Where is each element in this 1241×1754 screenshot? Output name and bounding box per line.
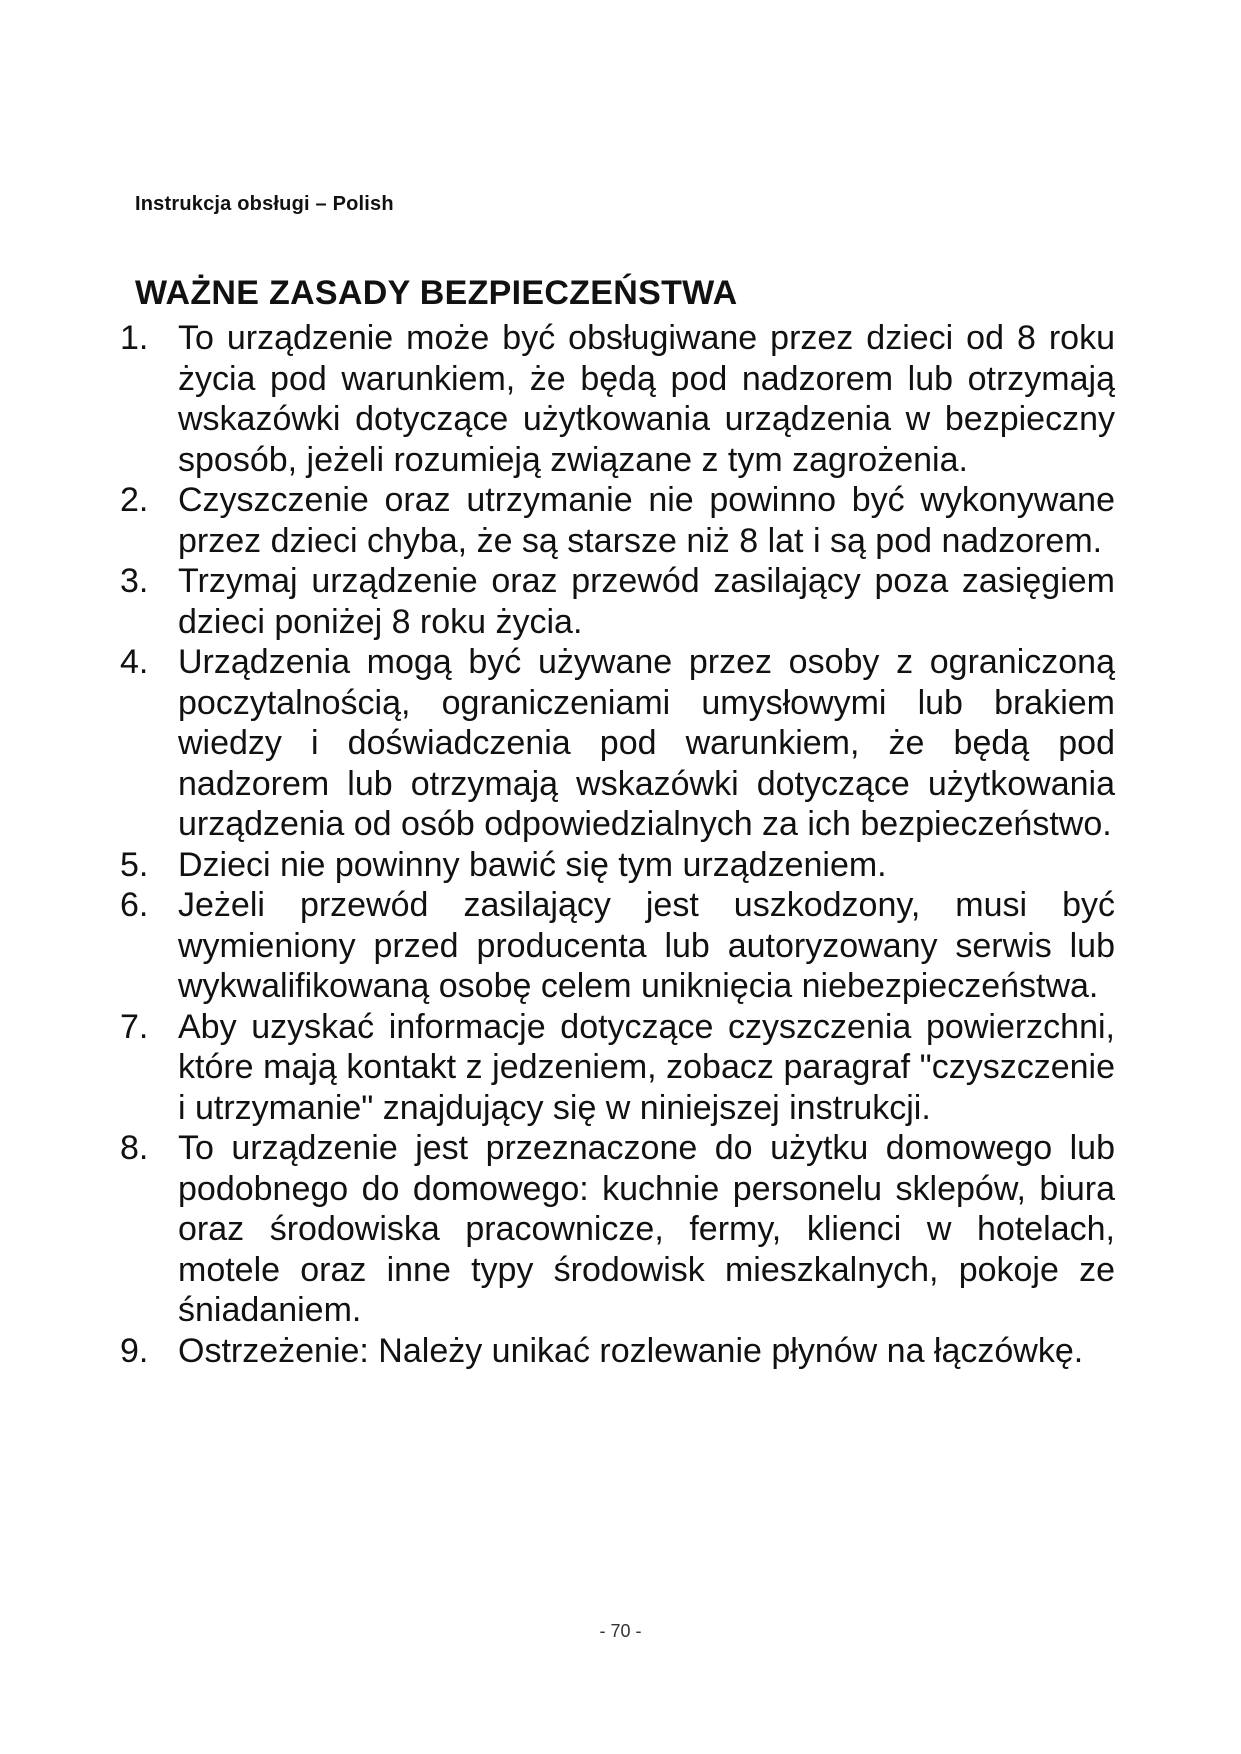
list-item	[110, 845, 1115, 886]
item-text: Czyszczenie oraz utrzymanie nie powinno być wykonywane przez dzieci chyba, że są starsze niż 8 lat i są pod nadzorem.	[178, 481, 1115, 560]
list-item	[110, 885, 1115, 1007]
list-item	[110, 1331, 1115, 1372]
item-text: Dzieci nie powinny bawić się tym urządzeniem.	[178, 845, 887, 884]
list-item	[110, 1128, 1115, 1331]
item-number: 8.	[120, 1129, 149, 1167]
page-number: - 70 -	[599, 1621, 642, 1641]
item-text: To urządzenie jest przeznaczone do użytku domowego lub podobnego do domowego: kuchnie personelu sklepów, biura oraz środowiska pracownicze, fermy, klienci w hotelach, motele oraz inne typy środowisk mieszkalnych, pokoje ze śniadaniem.	[178, 1129, 1115, 1329]
item-text: Trzymaj urządzenie oraz przewód zasilający poza zasięgiem dzieci poniżej 8 roku życia.	[178, 562, 1115, 641]
item-number: 5.	[120, 845, 149, 884]
item-text: Ostrzeżenie: Należy unikać rozlewanie płynów na łączówkę.	[178, 1331, 1084, 1370]
item-text: Aby uzyskać informacje dotyczące czyszczenia powierzchni, które mają kontakt z jedzeniem, zobacz paragraf "czyszczenie i utrzymanie" znajdujący się w niniejszej instrukcji.	[178, 1007, 1115, 1127]
item-text: Jeżeli przewód zasilający jest uszkodzony, musi być wymieniony przed producenta lub autoryzowany serwis lub wykwalifikowaną osobę celem uniknięcia niebezpieczeństwa.	[178, 886, 1115, 1005]
safety-rules-list	[110, 318, 1115, 1371]
item-number: 7.	[120, 1007, 149, 1046]
item-number: 6.	[120, 886, 149, 924]
item-text: To urządzenie może być obsługiwane przez dzieci od 8 roku życia pod warunkiem, że będą pod nadzorem lub otrzymają wskazówki dotyczące użytkowania urządzenia w bezpieczny sposób, jeżeli rozumieją związane z tym zagrożenia.	[178, 319, 1115, 479]
list-item	[110, 561, 1115, 642]
section-title: WAŻNE ZASADY BEZPIECZEŃSTWA	[135, 274, 738, 312]
item-number: 3.	[120, 562, 149, 600]
item-text: Urządzenia mogą być używane przez osoby z ograniczoną poczytalnością, ograniczeniami umysłowymi lub brakiem wiedzy i doświadczenia pod warunkiem, że będą pod nadzorem lub otrzymają wskazówki dotyczące użytkowania urządzenia od osób odpowiedzialnych za ich bezpieczeństwo.	[178, 643, 1115, 843]
item-number: 2.	[120, 481, 149, 519]
list-item	[110, 318, 1115, 480]
list-item	[110, 1007, 1115, 1129]
running-header: Instrukcja obsługi – Polish	[135, 193, 394, 215]
item-number: 1.	[120, 319, 149, 357]
item-number: 9.	[120, 1331, 149, 1370]
item-number: 4.	[120, 643, 149, 681]
list-item	[110, 480, 1115, 561]
list-item	[110, 642, 1115, 845]
